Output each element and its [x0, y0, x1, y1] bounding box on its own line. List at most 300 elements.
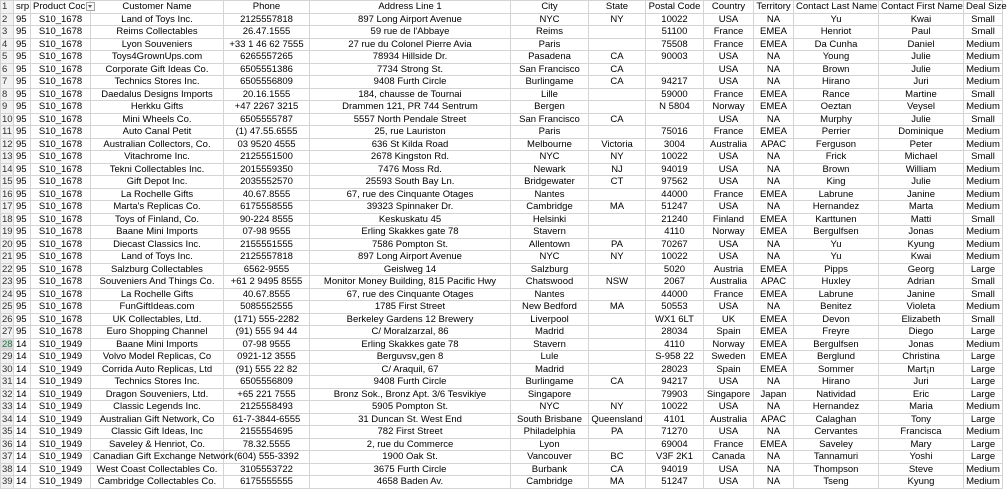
territory-cell[interactable]: APAC: [754, 413, 794, 426]
srp-cell[interactable]: 95: [14, 213, 31, 226]
customer-name-cell[interactable]: Saveley & Henriot, Co.: [91, 438, 224, 451]
contact-first-name-cell[interactable]: Veysel: [879, 101, 964, 114]
contact-first-name-cell[interactable]: Jonas: [879, 226, 964, 239]
territory-cell[interactable]: EMEA: [754, 126, 794, 139]
territory-cell[interactable]: NA: [754, 238, 794, 251]
row-header[interactable]: 3: [1, 26, 14, 39]
phone-cell[interactable]: 07-98 9555: [224, 226, 310, 239]
customer-name-cell[interactable]: Corrida Auto Replicas, Ltd: [91, 363, 224, 376]
country-cell[interactable]: Australia: [704, 138, 754, 151]
state-cell[interactable]: MA: [589, 476, 646, 489]
contact-last-name-cell[interactable]: Rance: [794, 88, 879, 101]
phone-cell[interactable]: 6505555787: [224, 113, 310, 126]
row-header[interactable]: 9: [1, 101, 14, 114]
contact-first-name-cell[interactable]: Mart¡n: [879, 363, 964, 376]
contact-last-name-cell[interactable]: Hernandez: [794, 401, 879, 414]
postal-code-cell[interactable]: 97562: [646, 176, 704, 189]
row-header[interactable]: 32: [2, 388, 13, 400]
state-cell[interactable]: CA: [589, 113, 646, 126]
deal-size-cell[interactable]: Large: [964, 263, 1003, 276]
state-cell[interactable]: [589, 313, 646, 326]
state-cell[interactable]: [589, 126, 646, 139]
country-cell[interactable]: USA: [704, 463, 754, 476]
contact-last-name-cell[interactable]: Tannamuri: [794, 451, 879, 464]
contact-first-name-cell[interactable]: Julie: [879, 63, 964, 76]
country-cell[interactable]: USA: [704, 301, 754, 314]
deal-size-cell[interactable]: Small: [964, 13, 1003, 26]
postal-code-cell[interactable]: 5020: [646, 263, 704, 276]
country-cell[interactable]: Sweden: [704, 351, 754, 364]
city-cell[interactable]: Cambridge: [511, 476, 589, 489]
customer-name-cell[interactable]: Mini Wheels Co.: [91, 113, 224, 126]
territory-cell[interactable]: NA: [754, 176, 794, 189]
address-cell[interactable]: 27 rue du Colonel Pierre Avia: [310, 38, 511, 51]
address-cell[interactable]: 25593 South Bay Ln.: [310, 176, 511, 189]
deal-size-cell[interactable]: Medium: [964, 463, 1003, 476]
contact-last-name-cell[interactable]: Labrune: [794, 288, 879, 301]
country-cell[interactable]: USA: [704, 376, 754, 389]
postal-code-cell[interactable]: 94217: [646, 376, 704, 389]
contact-first-name-cell[interactable]: Kwai: [879, 13, 964, 26]
country-cell[interactable]: Spain: [704, 326, 754, 339]
phone-cell[interactable]: (1) 47.55.6555: [224, 126, 310, 139]
territory-cell[interactable]: EMEA: [754, 213, 794, 226]
contact-first-name-cell[interactable]: Kyung: [879, 476, 964, 489]
product-code-cell[interactable]: S10_1678: [31, 226, 91, 239]
phone-cell[interactable]: 6175555555: [224, 476, 310, 489]
row-header[interactable]: 8: [1, 88, 14, 101]
contact-last-name-cell[interactable]: Murphy: [794, 113, 879, 126]
contact-first-name-cell[interactable]: Tony: [879, 413, 964, 426]
srp-cell[interactable]: 95: [14, 26, 31, 39]
row-header[interactable]: 37: [2, 451, 13, 463]
state-cell[interactable]: PA: [589, 238, 646, 251]
srp-cell[interactable]: 95: [14, 51, 31, 64]
contact-first-name-cell[interactable]: Kyung: [879, 238, 964, 251]
postal-code-cell[interactable]: 21240: [646, 213, 704, 226]
address-cell[interactable]: Drammen 121, PR 744 Sentrum: [310, 101, 511, 114]
srp-cell[interactable]: 95: [14, 163, 31, 176]
row-header[interactable]: 15: [2, 176, 13, 188]
srp-cell[interactable]: 95: [14, 101, 31, 114]
deal-size-cell[interactable]: Medium: [964, 163, 1003, 176]
customer-name-cell[interactable]: UK Collectables, Ltd.: [91, 313, 224, 326]
address-cell[interactable]: 7586 Pompton St.: [310, 238, 511, 251]
customer-name-cell[interactable]: Marta's Replicas Co.: [91, 201, 224, 214]
contact-first-name-cell[interactable]: Juri: [879, 76, 964, 89]
country-cell[interactable]: France: [704, 38, 754, 51]
contact-last-name-cell[interactable]: Labrune: [794, 188, 879, 201]
postal-code-cell[interactable]: 44000: [646, 288, 704, 301]
postal-code-cell[interactable]: 75016: [646, 126, 704, 139]
customer-name-cell[interactable]: Corporate Gift Ideas Co.: [91, 63, 224, 76]
contact-first-name-cell[interactable]: Marta: [879, 201, 964, 214]
phone-cell[interactable]: 2125551500: [224, 151, 310, 164]
phone-cell[interactable]: (604) 555-3392: [224, 451, 310, 464]
postal-code-cell[interactable]: 94019: [646, 163, 704, 176]
city-cell[interactable]: Nantes: [511, 188, 589, 201]
postal-code-cell[interactable]: 44000: [646, 188, 704, 201]
phone-cell[interactable]: 6505556809: [224, 376, 310, 389]
contact-first-name-cell[interactable]: Juri: [879, 376, 964, 389]
territory-cell[interactable]: APAC: [754, 138, 794, 151]
deal-size-cell[interactable]: Large: [964, 351, 1003, 364]
column-header-state[interactable]: State: [589, 1, 646, 14]
srp-cell[interactable]: 95: [14, 313, 31, 326]
state-cell[interactable]: NJ: [589, 163, 646, 176]
customer-name-cell[interactable]: Technics Stores Inc.: [91, 76, 224, 89]
state-cell[interactable]: [589, 288, 646, 301]
product-code-cell[interactable]: S10_1949: [31, 401, 91, 414]
postal-code-cell[interactable]: WX1 6LT: [646, 313, 704, 326]
srp-cell[interactable]: 14: [14, 388, 31, 401]
address-cell[interactable]: Berguvsv„gen 8: [310, 351, 511, 364]
row-header[interactable]: 13: [2, 151, 13, 163]
srp-cell[interactable]: 95: [14, 263, 31, 276]
row-header[interactable]: 26: [2, 313, 13, 325]
territory-cell[interactable]: EMEA: [754, 26, 794, 39]
row-header[interactable]: 38: [2, 463, 13, 475]
country-cell[interactable]: Singapore: [704, 388, 754, 401]
contact-last-name-cell[interactable]: Young: [794, 51, 879, 64]
srp-cell[interactable]: 14: [14, 413, 31, 426]
contact-last-name-cell[interactable]: Freyre: [794, 326, 879, 339]
contact-first-name-cell[interactable]: Julie: [879, 51, 964, 64]
row-header[interactable]: 30: [2, 363, 13, 375]
address-cell[interactable]: 2678 Kingston Rd.: [310, 151, 511, 164]
address-cell[interactable]: 897 Long Airport Avenue: [310, 13, 511, 26]
contact-first-name-cell[interactable]: Janine: [879, 188, 964, 201]
row-header[interactable]: 6: [1, 63, 14, 76]
row-header[interactable]: 24: [2, 288, 13, 300]
product-code-cell[interactable]: S10_1678: [31, 188, 91, 201]
postal-code-cell[interactable]: 10022: [646, 251, 704, 264]
product-code-cell[interactable]: S10_1678: [31, 113, 91, 126]
country-cell[interactable]: Norway: [704, 338, 754, 351]
country-cell[interactable]: Canada: [704, 451, 754, 464]
customer-name-cell[interactable]: Dragon Souveniers, Ltd.: [91, 388, 224, 401]
column-header-address-line-1[interactable]: Address Line 1: [310, 1, 511, 14]
country-cell[interactable]: France: [704, 288, 754, 301]
row-header[interactable]: 19: [2, 226, 13, 238]
territory-cell[interactable]: NA: [754, 201, 794, 214]
city-cell[interactable]: Helsinki: [511, 213, 589, 226]
postal-code-cell[interactable]: [646, 63, 704, 76]
city-cell[interactable]: South Brisbane: [511, 413, 589, 426]
contact-last-name-cell[interactable]: Karttunen: [794, 213, 879, 226]
postal-code-cell[interactable]: 3004: [646, 138, 704, 151]
state-cell[interactable]: [589, 363, 646, 376]
postal-code-cell[interactable]: 28034: [646, 326, 704, 339]
contact-first-name-cell[interactable]: Adrian: [879, 276, 964, 289]
territory-cell[interactable]: EMEA: [754, 226, 794, 239]
customer-name-cell[interactable]: Toys4GrownUps.com: [91, 51, 224, 64]
column-header-postal-code[interactable]: Postal Code: [646, 1, 704, 14]
territory-cell[interactable]: NA: [754, 63, 794, 76]
state-cell[interactable]: CA: [589, 376, 646, 389]
state-cell[interactable]: [589, 338, 646, 351]
column-header-city[interactable]: City: [511, 1, 589, 14]
srp-cell[interactable]: 95: [14, 38, 31, 51]
product-code-cell[interactable]: S10_1949: [31, 476, 91, 489]
contact-last-name-cell[interactable]: Cervantes: [794, 426, 879, 439]
product-code-cell[interactable]: S10_1678: [31, 276, 91, 289]
city-cell[interactable]: Newark: [511, 163, 589, 176]
srp-cell[interactable]: 14: [14, 351, 31, 364]
country-cell[interactable]: Australia: [704, 413, 754, 426]
product-code-cell[interactable]: S10_1678: [31, 88, 91, 101]
address-cell[interactable]: Monitor Money Building, 815 Pacific Hwy: [310, 276, 511, 289]
address-cell[interactable]: 9408 Furth Circle: [310, 376, 511, 389]
address-cell[interactable]: 78934 Hillside Dr.: [310, 51, 511, 64]
state-cell[interactable]: [589, 26, 646, 39]
city-cell[interactable]: Pasadena: [511, 51, 589, 64]
state-cell[interactable]: CA: [589, 76, 646, 89]
territory-cell[interactable]: NA: [754, 376, 794, 389]
territory-cell[interactable]: NA: [754, 476, 794, 489]
country-cell[interactable]: France: [704, 438, 754, 451]
country-cell[interactable]: USA: [704, 476, 754, 489]
contact-first-name-cell[interactable]: Eric: [879, 388, 964, 401]
state-cell[interactable]: PA: [589, 426, 646, 439]
state-cell[interactable]: BC: [589, 451, 646, 464]
address-cell[interactable]: 1785 First Street: [310, 301, 511, 314]
city-cell[interactable]: Burbank: [511, 463, 589, 476]
product-code-cell[interactable]: S10_1678: [31, 163, 91, 176]
customer-name-cell[interactable]: Souveniers And Things Co.: [91, 276, 224, 289]
row-header[interactable]: 34: [2, 413, 13, 425]
state-cell[interactable]: [589, 388, 646, 401]
deal-size-cell[interactable]: Medium: [964, 188, 1003, 201]
country-cell[interactable]: Austria: [704, 263, 754, 276]
srp-cell[interactable]: 95: [14, 126, 31, 139]
city-cell[interactable]: Burlingame: [511, 376, 589, 389]
address-cell[interactable]: 782 First Street: [310, 426, 511, 439]
postal-code-cell[interactable]: S-958 22: [646, 351, 704, 364]
contact-first-name-cell[interactable]: Mary: [879, 438, 964, 451]
country-cell[interactable]: USA: [704, 176, 754, 189]
product-code-cell[interactable]: S10_1678: [31, 301, 91, 314]
contact-first-name-cell[interactable]: Dominique: [879, 126, 964, 139]
srp-cell[interactable]: 14: [14, 438, 31, 451]
contact-first-name-cell[interactable]: Georg: [879, 263, 964, 276]
customer-name-cell[interactable]: Salzburg Collectables: [91, 263, 224, 276]
phone-cell[interactable]: 2015559350: [224, 163, 310, 176]
customer-name-cell[interactable]: Classic Gift Ideas, Inc: [91, 426, 224, 439]
customer-name-cell[interactable]: Australian Gift Network, Co: [91, 413, 224, 426]
deal-size-cell[interactable]: Medium: [964, 338, 1003, 351]
phone-cell[interactable]: 0921-12 3555: [224, 351, 310, 364]
country-cell[interactable]: USA: [704, 401, 754, 414]
srp-cell[interactable]: 95: [14, 188, 31, 201]
srp-cell[interactable]: 95: [14, 13, 31, 26]
contact-last-name-cell[interactable]: Thompson: [794, 463, 879, 476]
customer-name-cell[interactable]: La Rochelle Gifts: [91, 188, 224, 201]
customer-name-cell[interactable]: Technics Stores Inc.: [91, 376, 224, 389]
contact-last-name-cell[interactable]: Yu: [794, 251, 879, 264]
city-cell[interactable]: Lille: [511, 88, 589, 101]
product-code-cell[interactable]: S10_1949: [31, 426, 91, 439]
postal-code-cell[interactable]: 69004: [646, 438, 704, 451]
row-header[interactable]: 36: [2, 438, 13, 450]
territory-cell[interactable]: EMEA: [754, 363, 794, 376]
country-cell[interactable]: France: [704, 188, 754, 201]
territory-cell[interactable]: NA: [754, 51, 794, 64]
contact-first-name-cell[interactable]: Maria: [879, 401, 964, 414]
customer-name-cell[interactable]: West Coast Collectables Co.: [91, 463, 224, 476]
postal-code-cell[interactable]: 94019: [646, 463, 704, 476]
srp-cell[interactable]: 95: [14, 301, 31, 314]
product-code-cell[interactable]: S10_1949: [31, 388, 91, 401]
row-header[interactable]: 5: [1, 51, 14, 64]
country-cell[interactable]: France: [704, 126, 754, 139]
state-cell[interactable]: NY: [589, 13, 646, 26]
row-header-1[interactable]: 1: [1, 1, 14, 14]
country-cell[interactable]: USA: [704, 251, 754, 264]
row-header[interactable]: 20: [2, 238, 13, 250]
state-cell[interactable]: NY: [589, 401, 646, 414]
territory-cell[interactable]: NA: [754, 163, 794, 176]
country-cell[interactable]: France: [704, 26, 754, 39]
row-header[interactable]: 28: [2, 338, 13, 350]
city-cell[interactable]: Philadelphia: [511, 426, 589, 439]
deal-size-cell[interactable]: Small: [964, 276, 1003, 289]
postal-code-cell[interactable]: [646, 113, 704, 126]
country-cell[interactable]: USA: [704, 51, 754, 64]
address-cell[interactable]: 184, chausse de Tournai: [310, 88, 511, 101]
customer-name-cell[interactable]: Classic Legends Inc.: [91, 401, 224, 414]
address-cell[interactable]: Bronz Sok., Bronz Apt. 3/6 Tesvikiye: [310, 388, 511, 401]
territory-cell[interactable]: NA: [754, 113, 794, 126]
srp-cell[interactable]: 95: [14, 226, 31, 239]
phone-cell[interactable]: +47 2267 3215: [224, 101, 310, 114]
territory-cell[interactable]: NA: [754, 151, 794, 164]
customer-name-cell[interactable]: Australian Collectors, Co.: [91, 138, 224, 151]
phone-cell[interactable]: +65 221 7555: [224, 388, 310, 401]
city-cell[interactable]: Salzburg: [511, 263, 589, 276]
city-cell[interactable]: Madrid: [511, 326, 589, 339]
postal-code-cell[interactable]: N 5804: [646, 101, 704, 114]
contact-last-name-cell[interactable]: Calaghan: [794, 413, 879, 426]
srp-cell[interactable]: 95: [14, 88, 31, 101]
contact-last-name-cell[interactable]: Devon: [794, 313, 879, 326]
srp-cell[interactable]: 14: [14, 451, 31, 464]
customer-name-cell[interactable]: Volvo Model Replicas, Co: [91, 351, 224, 364]
city-cell[interactable]: Vancouver: [511, 451, 589, 464]
row-header[interactable]: 21: [2, 251, 13, 263]
territory-cell[interactable]: Japan: [754, 388, 794, 401]
phone-cell[interactable]: 5085552555: [224, 301, 310, 314]
deal-size-cell[interactable]: Large: [964, 388, 1003, 401]
srp-cell[interactable]: 95: [14, 138, 31, 151]
city-cell[interactable]: Singapore: [511, 388, 589, 401]
territory-cell[interactable]: EMEA: [754, 326, 794, 339]
deal-size-cell[interactable]: Medium: [964, 101, 1003, 114]
postal-code-cell[interactable]: 10022: [646, 13, 704, 26]
phone-cell[interactable]: 40.67.8555: [224, 288, 310, 301]
country-cell[interactable]: USA: [704, 113, 754, 126]
product-code-cell[interactable]: S10_1678: [31, 288, 91, 301]
state-cell[interactable]: [589, 88, 646, 101]
address-cell[interactable]: C/ Araquil, 67: [310, 363, 511, 376]
row-header[interactable]: 25: [2, 301, 13, 313]
country-cell[interactable]: USA: [704, 13, 754, 26]
postal-code-cell[interactable]: 59000: [646, 88, 704, 101]
postal-code-cell[interactable]: 4110: [646, 226, 704, 239]
deal-size-cell[interactable]: Medium: [964, 401, 1003, 414]
product-code-cell[interactable]: S10_1678: [31, 138, 91, 151]
address-cell[interactable]: 9408 Furth Circle: [310, 76, 511, 89]
phone-cell[interactable]: 6505551386: [224, 63, 310, 76]
product-code-cell[interactable]: S10_1949: [31, 463, 91, 476]
phone-cell[interactable]: 2155551555: [224, 238, 310, 251]
contact-first-name-cell[interactable]: Julie: [879, 176, 964, 189]
city-cell[interactable]: Liverpool: [511, 313, 589, 326]
deal-size-cell[interactable]: Medium: [964, 476, 1003, 489]
row-header[interactable]: 22: [2, 263, 13, 275]
phone-cell[interactable]: 2125558493: [224, 401, 310, 414]
country-cell[interactable]: USA: [704, 63, 754, 76]
phone-cell[interactable]: 40.67.8555: [224, 188, 310, 201]
product-code-cell[interactable]: S10_1949: [31, 351, 91, 364]
territory-cell[interactable]: EMEA: [754, 188, 794, 201]
row-header[interactable]: 2: [1, 13, 14, 26]
state-cell[interactable]: NY: [589, 251, 646, 264]
contact-first-name-cell[interactable]: Steve: [879, 463, 964, 476]
city-cell[interactable]: NYC: [511, 13, 589, 26]
product-code-cell[interactable]: S10_1678: [31, 51, 91, 64]
deal-size-cell[interactable]: Medium: [964, 51, 1003, 64]
territory-cell[interactable]: NA: [754, 76, 794, 89]
row-header[interactable]: 7: [1, 76, 14, 89]
address-cell[interactable]: C/ Moralzarzal, 86: [310, 326, 511, 339]
row-header[interactable]: 17: [2, 201, 13, 213]
city-cell[interactable]: San Francisco: [511, 113, 589, 126]
customer-name-cell[interactable]: Cambridge Collectables Co.: [91, 476, 224, 489]
customer-name-cell[interactable]: Lyon Souveniers: [91, 38, 224, 51]
address-cell[interactable]: 67, rue des Cinquante Otages: [310, 188, 511, 201]
deal-size-cell[interactable]: Medium: [964, 226, 1003, 239]
contact-last-name-cell[interactable]: Henriot: [794, 26, 879, 39]
territory-cell[interactable]: EMEA: [754, 263, 794, 276]
contact-first-name-cell[interactable]: Daniel: [879, 38, 964, 51]
address-cell[interactable]: 59 rue de l'Abbaye: [310, 26, 511, 39]
srp-cell[interactable]: 95: [14, 176, 31, 189]
phone-cell[interactable]: 07-98 9555: [224, 338, 310, 351]
state-cell[interactable]: [589, 38, 646, 51]
territory-cell[interactable]: EMEA: [754, 88, 794, 101]
phone-cell[interactable]: 61-7-3844-6555: [224, 413, 310, 426]
deal-size-cell[interactable]: Small: [964, 88, 1003, 101]
contact-first-name-cell[interactable]: William: [879, 163, 964, 176]
srp-cell[interactable]: 95: [14, 326, 31, 339]
postal-code-cell[interactable]: V3F 2K1: [646, 451, 704, 464]
state-cell[interactable]: Queensland: [589, 413, 646, 426]
deal-size-cell[interactable]: Small: [964, 213, 1003, 226]
customer-name-cell[interactable]: Land of Toys Inc.: [91, 13, 224, 26]
territory-cell[interactable]: EMEA: [754, 313, 794, 326]
state-cell[interactable]: [589, 101, 646, 114]
address-cell[interactable]: Erling Skakkes gate 78: [310, 226, 511, 239]
country-cell[interactable]: Australia: [704, 276, 754, 289]
city-cell[interactable]: Nantes: [511, 288, 589, 301]
country-cell[interactable]: USA: [704, 201, 754, 214]
column-header-territory[interactable]: Territory: [754, 1, 794, 14]
product-code-cell[interactable]: S10_1678: [31, 326, 91, 339]
contact-last-name-cell[interactable]: Huxley: [794, 276, 879, 289]
city-cell[interactable]: Madrid: [511, 363, 589, 376]
state-cell[interactable]: CT: [589, 176, 646, 189]
